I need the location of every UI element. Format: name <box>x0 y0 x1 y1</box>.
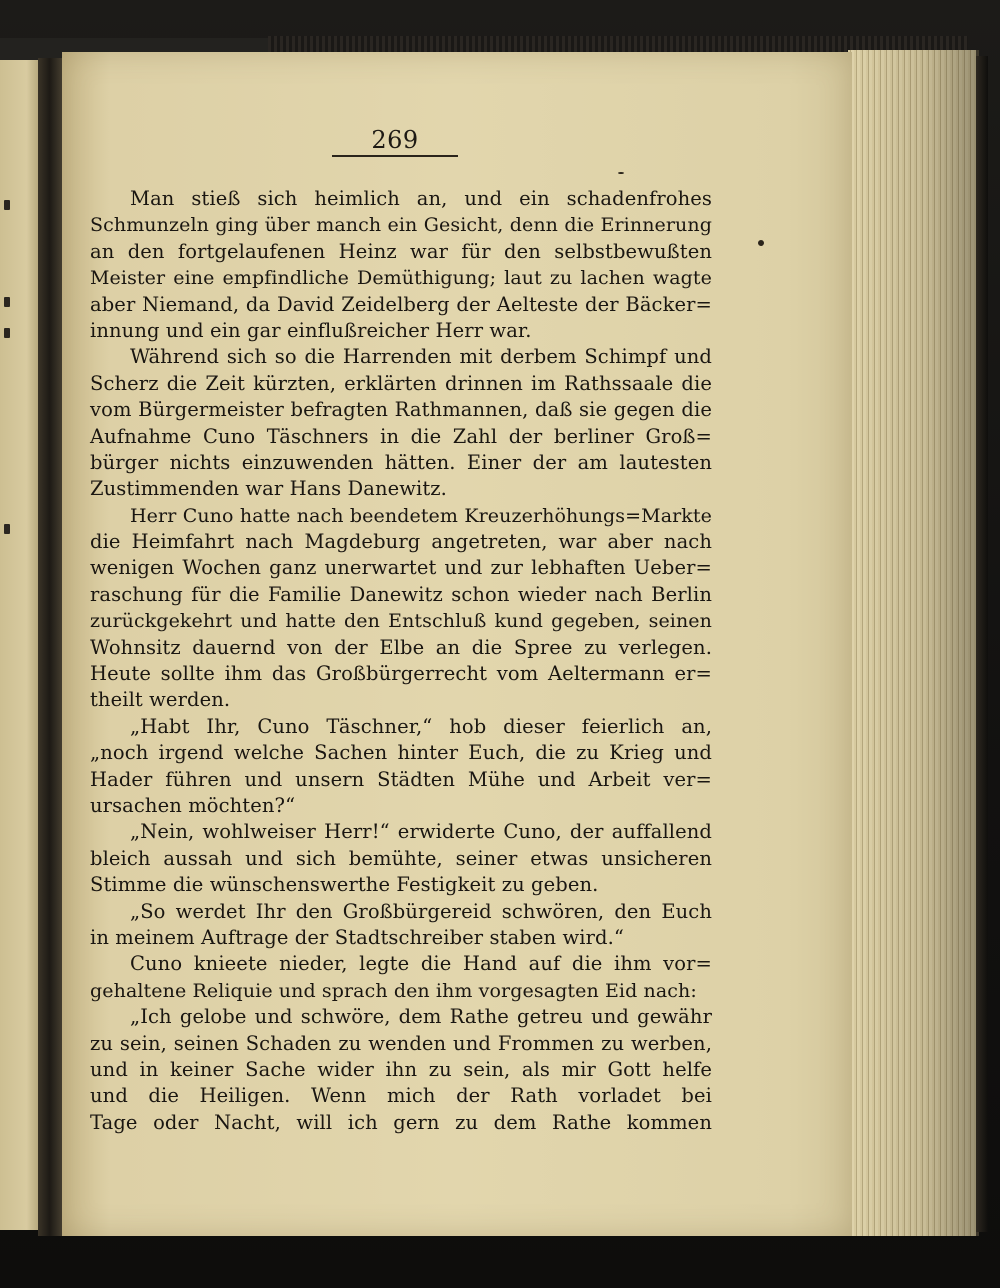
body-text <box>90 186 712 1136</box>
ink-speck <box>618 172 624 174</box>
text-line: Stimme die wünschenswerthe Festigkeit zu geben. <box>90 873 599 897</box>
text-line: an den fortgelaufenen Heinz war für den selbstbewußten <box>90 239 712 263</box>
text-line: bleich aussah und sich bemühte, seiner etwas unsicheren <box>90 846 712 870</box>
text-line: „noch irgend welche Sachen hinter Euch, die zu Krieg und <box>90 741 712 765</box>
text-line: Cuno knieete nieder, legte die Hand auf die ihm vor= <box>130 952 712 976</box>
text-line: Hader führen und unsern Städten Mühe und Arbeit ver= <box>90 767 712 791</box>
back-cover-edge <box>976 56 988 1232</box>
text-line: Wohnsitz dauernd von der Elbe an die Spree zu verlegen. <box>90 635 712 659</box>
text-line: Zustimmenden war Hans Danewitz. <box>90 477 447 501</box>
text-line: „Habt Ihr, Cuno Täschner,“ hob dieser feierlich an, <box>130 714 712 738</box>
book-gutter <box>38 58 64 1236</box>
text-line: gehaltene Reliquie und sprach den ihm vorgesagten Eid nach: <box>90 979 697 1002</box>
text-line: theilt werden. <box>90 688 231 712</box>
text-line: wenigen Wochen ganz unerwartet und zur lebhaften Ueber= <box>90 556 712 580</box>
text-line: vom Bürgermeister befragten Rathmannen, daß sie gegen die <box>90 398 712 422</box>
ink-speck <box>758 240 764 246</box>
text-line: zu sein, seinen Schaden zu wenden und Frommen zu werben, <box>90 1031 712 1055</box>
text-line: raschung für die Familie Danewitz schon wieder nach Berlin <box>90 582 712 606</box>
text-line: die Heimfahrt nach Magdeburg angetreten, war aber nach <box>90 530 712 554</box>
text-line: und in keiner Sache wider ihn zu sein, als mir Gott helfe <box>90 1057 712 1081</box>
text-line: „Ich gelobe und schwöre, dem Rathe getreu und gewähr <box>130 1005 712 1029</box>
text-line: „Nein, wohlweiser Herr!“ erwiderte Cuno, der auffallend <box>130 820 712 844</box>
text-line: „So werdet Ihr den Großbürgereid schwören, den Euch <box>130 899 712 923</box>
previous-page-text-fragment <box>4 297 10 307</box>
text-line: ursachen möchten?“ <box>90 793 296 817</box>
header-rule <box>332 155 458 157</box>
text-line: aber Niemand, da David Zeidelberg der Aelteste der Bäcker= <box>90 292 712 316</box>
text-line: Tage oder Nacht, will ich gern zu dem Rathe kommen <box>90 1110 712 1134</box>
text-line: innung und ein gar einflußreicher Herr war. <box>90 318 532 342</box>
page-number: 269 <box>371 126 419 154</box>
text-line: und die Heiligen. Wenn mich der Rath vorladet bei <box>90 1084 712 1108</box>
text-line: Schmunzeln ging über manch ein Gesicht, denn die Erinnerung <box>90 214 712 237</box>
previous-page-edge <box>0 60 40 1230</box>
text-line: Während sich so die Harrenden mit derbem Schimpf und <box>130 345 712 369</box>
text-line: zurückgekehrt und hatte den Entschluß kund gegeben, seinen <box>90 610 712 633</box>
text-line: Heute sollte ihm das Großbürgerrecht vom Aeltermann er= <box>90 662 712 686</box>
previous-page-text-fragment <box>4 200 10 210</box>
text-line: in meinem Auftrage der Stadtschreiber staben wird.“ <box>90 925 624 949</box>
text-line: Scherz die Zeit kürzten, erklärten drinnen im Rathssaale die <box>90 371 712 395</box>
text-line: Man stieß sich heimlich an, und ein schadenfrohes <box>130 187 712 210</box>
previous-page-text-fragment <box>4 328 10 338</box>
previous-page-text-fragment <box>4 524 10 534</box>
text-line: Meister eine empfindliche Demüthigung; laut zu lachen wagte <box>90 267 712 290</box>
text-line: Herr Cuno hatte nach beendetem Kreuzerhöhungs=Markte <box>130 504 712 527</box>
text-line: Aufnahme Cuno Täschners in die Zahl der berliner Groß= <box>90 424 712 448</box>
text-line: bürger nichts einzuwenden hätten. Einer der am lautesten <box>90 450 712 474</box>
page-edges-shade <box>848 50 976 1236</box>
